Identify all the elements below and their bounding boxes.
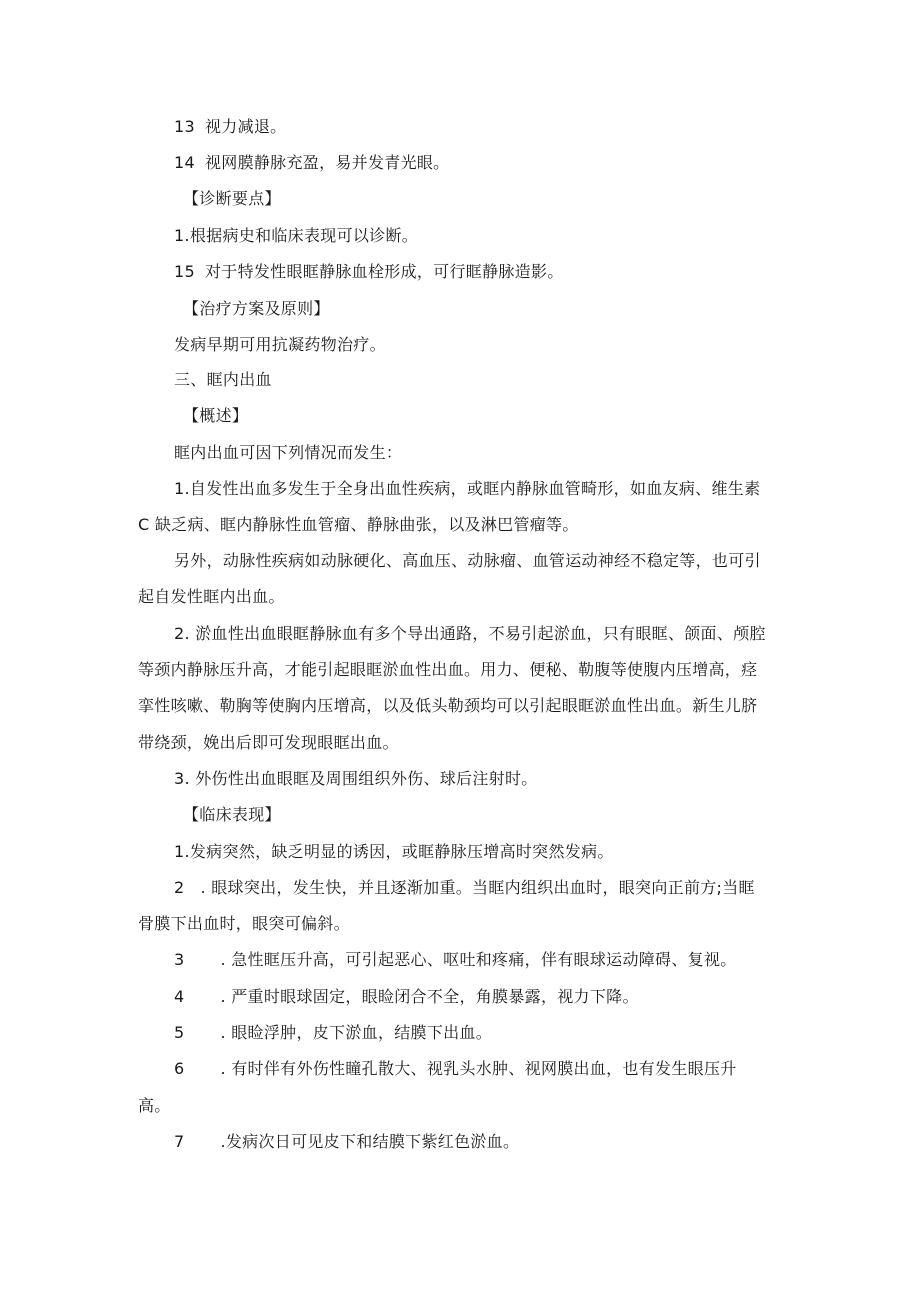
- treatment-text: 发病早期可用抗凝药物治疗。: [174, 335, 386, 354]
- paragraph-3-line-4: 带绕颈，娩出后即可发现眼眶出血。: [138, 733, 399, 752]
- list-item-13: [174, 117, 286, 137]
- item-number: 3: [174, 950, 185, 969]
- paragraph-3-line-3: 挛性咳嗽、勒胸等使胸内压增高，以及低头勒颈均可以引起眼眶淤血性出血。新生儿脐: [138, 696, 758, 715]
- clinical-item-7: [174, 1132, 519, 1152]
- clinical-item-1: 1.发病突然，缺乏明显的诱因，或眶静脉压增高时突然发病。: [174, 842, 614, 861]
- diagnosis-item-1: 1.根据病史和临床表现可以诊断。: [174, 226, 419, 245]
- paragraph-3-line-2: 等颈内静脉压升高，才能引起眼眶淤血性出血。用力、便秘、勒腹等使腹内压增高，痉: [138, 660, 758, 679]
- paragraph-1-line-2: C 缺乏病、眶内静脉性血管瘤、静脉曲张，以及淋巴管瘤等。: [138, 515, 579, 534]
- list-item-14: [174, 153, 449, 173]
- section-3-title: 三、眶内出血: [174, 370, 272, 389]
- item-text: . 有时伴有外伤性瞳孔散大、视乳头水肿、视网膜出血，也有发生眼压升: [220, 1059, 737, 1078]
- heading-overview: 【概述】: [183, 406, 249, 425]
- clinical-item-5: [174, 1023, 492, 1043]
- item-number: 6: [174, 1059, 185, 1078]
- item-number: 7: [174, 1132, 185, 1151]
- item-number: 2: [174, 878, 185, 897]
- item-number: 5: [174, 1023, 185, 1042]
- clinical-item-2-line-1: [174, 878, 755, 898]
- paragraph-1-line-1: 1.自发性出血多发生于全身出血性疾病，或眶内静脉血管畸形，如血友病、维生素: [174, 479, 761, 498]
- item-number: 4: [174, 987, 185, 1006]
- heading-diagnosis: 【诊断要点】: [183, 189, 281, 208]
- clinical-item-6-line-1: [174, 1059, 737, 1079]
- clinical-item-2-line-2: 骨膜下出血时，眼突可偏斜。: [138, 914, 350, 933]
- paragraph-4: 3. 外伤性出血眼眶及周围组织外伤、球后注射时。: [174, 769, 538, 788]
- item-number: 13: [174, 117, 195, 136]
- clinical-item-6-line-2: 高。: [138, 1096, 171, 1115]
- item-text: . 眼球突出，发生快，并且逐渐加重。当眶内组织出血时，眼突向正前方;当眶: [200, 878, 755, 897]
- item-text: 视力减退。: [204, 117, 287, 136]
- item-text: . 急性眶压升高，可引起恶心、呕吐和疼痛，伴有眼球运动障碍、复视。: [220, 950, 737, 969]
- item-number: 14: [174, 153, 195, 172]
- overview-intro: 眶内出血可因下列情况而发生：: [174, 443, 403, 462]
- item-text: . 眼睑浮肿，皮下淤血，结膜下出血。: [220, 1023, 493, 1042]
- paragraph-3-line-1: 2. 淤血性出血眼眶静脉血有多个导出通路，不易引起淤血，只有眼眶、颌面、颅腔: [174, 624, 766, 643]
- item-text: . 严重时眼球固定，眼睑闭合不全，角膜暴露，视力下降。: [220, 987, 639, 1006]
- list-item-15: [174, 262, 564, 282]
- clinical-item-4: [174, 987, 639, 1007]
- paragraph-2-line-2: 起自发性眶内出血。: [138, 587, 285, 606]
- heading-treatment: 【治疗方案及原则】: [183, 299, 330, 318]
- item-text: 对于特发性眼眶静脉血栓形成，可行眶静脉造影。: [204, 262, 564, 281]
- paragraph-2-line-1: 另外，动脉性疾病如动脉硬化、高血压、动脉瘤、血管运动神经不稳定等，也可引: [174, 551, 761, 570]
- item-number: 15: [174, 262, 195, 281]
- item-text: 视网膜静脉充盈，易并发青光眼。: [204, 153, 450, 172]
- heading-clinical: 【临床表现】: [183, 805, 281, 824]
- clinical-item-3: [174, 950, 737, 970]
- item-text: .发病次日可见皮下和结膜下紫红色淤血。: [220, 1132, 520, 1151]
